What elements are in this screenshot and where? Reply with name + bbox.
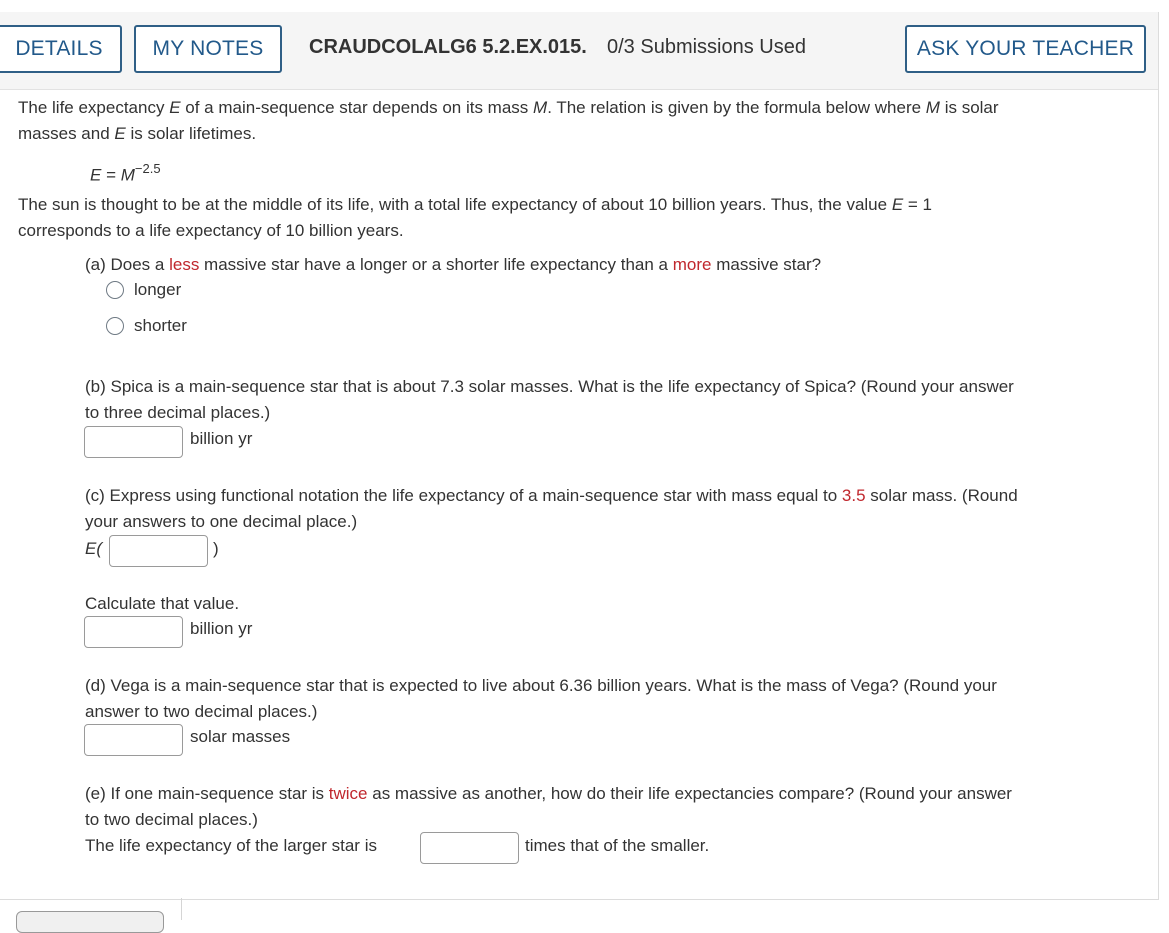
option-longer[interactable] <box>106 280 181 300</box>
function-open: E( <box>85 539 102 558</box>
calc-value-input[interactable] <box>84 616 183 648</box>
question-code: CRAUDCOLALG6 5.2.EX.015. <box>309 36 587 58</box>
vega-mass-input[interactable] <box>84 724 183 756</box>
sun-line-2: corresponds to a life expectancy of 10 billion years. <box>18 221 404 240</box>
part-d-line-1: (d) Vega is a main-sequence star that is expected to live about 6.36 billion years. What is the mass of Vega? (Round your <box>85 676 997 695</box>
ratio-input[interactable] <box>420 832 519 864</box>
intro-line-1: The life expectancy E of a main-sequence star depends on its mass M. The relation is given by the formula below where M is solar <box>18 98 999 117</box>
calc-label: Calculate that value. <box>85 594 240 613</box>
ask-your-teacher-button[interactable]: ASK YOUR TEACHER <box>905 25 1146 73</box>
spica-life-input[interactable] <box>84 426 183 458</box>
submissions-used: 0/3 Submissions Used <box>607 36 806 58</box>
submit-button-partial[interactable] <box>16 911 164 933</box>
option-shorter-label: shorter <box>134 316 187 335</box>
part-d-unit: solar masses <box>190 727 291 746</box>
formula: $E = M^{-2.5}$ <box>90 161 161 185</box>
radio-longer[interactable] <box>106 281 124 299</box>
option-longer-label: longer <box>134 280 182 299</box>
part-e-line-2: to two decimal places.) <box>85 810 258 829</box>
part-c-unit: billion yr <box>190 619 253 638</box>
details-button[interactable]: DETAILS <box>0 25 122 73</box>
option-shorter[interactable] <box>106 316 187 336</box>
part-b-line-1: (b) Spica is a main-sequence star that is about 7.3 solar masses. What is the life expectancy of Spica? (Round your answer <box>85 377 1014 396</box>
part-e-line-1: (e) If one main-sequence star is twice as massive as another, how do their life expectancies compare? (Round your answer <box>85 784 1012 803</box>
radio-shorter[interactable] <box>106 317 124 335</box>
part-c-line-2: your answers to one decimal place.) <box>85 512 358 531</box>
function-close: ) <box>213 539 219 558</box>
part-e-suffix: times that of the smaller. <box>525 836 710 855</box>
intro-line-2: masses and E is solar lifetimes. <box>18 124 257 143</box>
part-e-prompt: The life expectancy of the larger star is <box>85 836 377 855</box>
sun-line-1: The sun is thought to be at the middle of its life, with a total life expectancy of about 10 billion years. Thus, the value E = 1 <box>18 195 932 214</box>
part-b-unit: billion yr <box>190 429 253 448</box>
footer-divider <box>181 898 182 920</box>
function-argument-input[interactable] <box>109 535 208 567</box>
part-c-line-1: (c) Express using functional notation the life expectancy of a main-sequence star with mass equal to 3.5 solar mass. (Round <box>85 486 1018 505</box>
part-b-line-2: to three decimal places.) <box>85 403 271 422</box>
part-a-question: (a) Does a less massive star have a longer or a shorter life expectancy than a more massive star? <box>85 255 822 274</box>
my-notes-button[interactable]: MY NOTES <box>134 25 282 73</box>
part-d-line-2: answer to two decimal places.) <box>85 702 318 721</box>
